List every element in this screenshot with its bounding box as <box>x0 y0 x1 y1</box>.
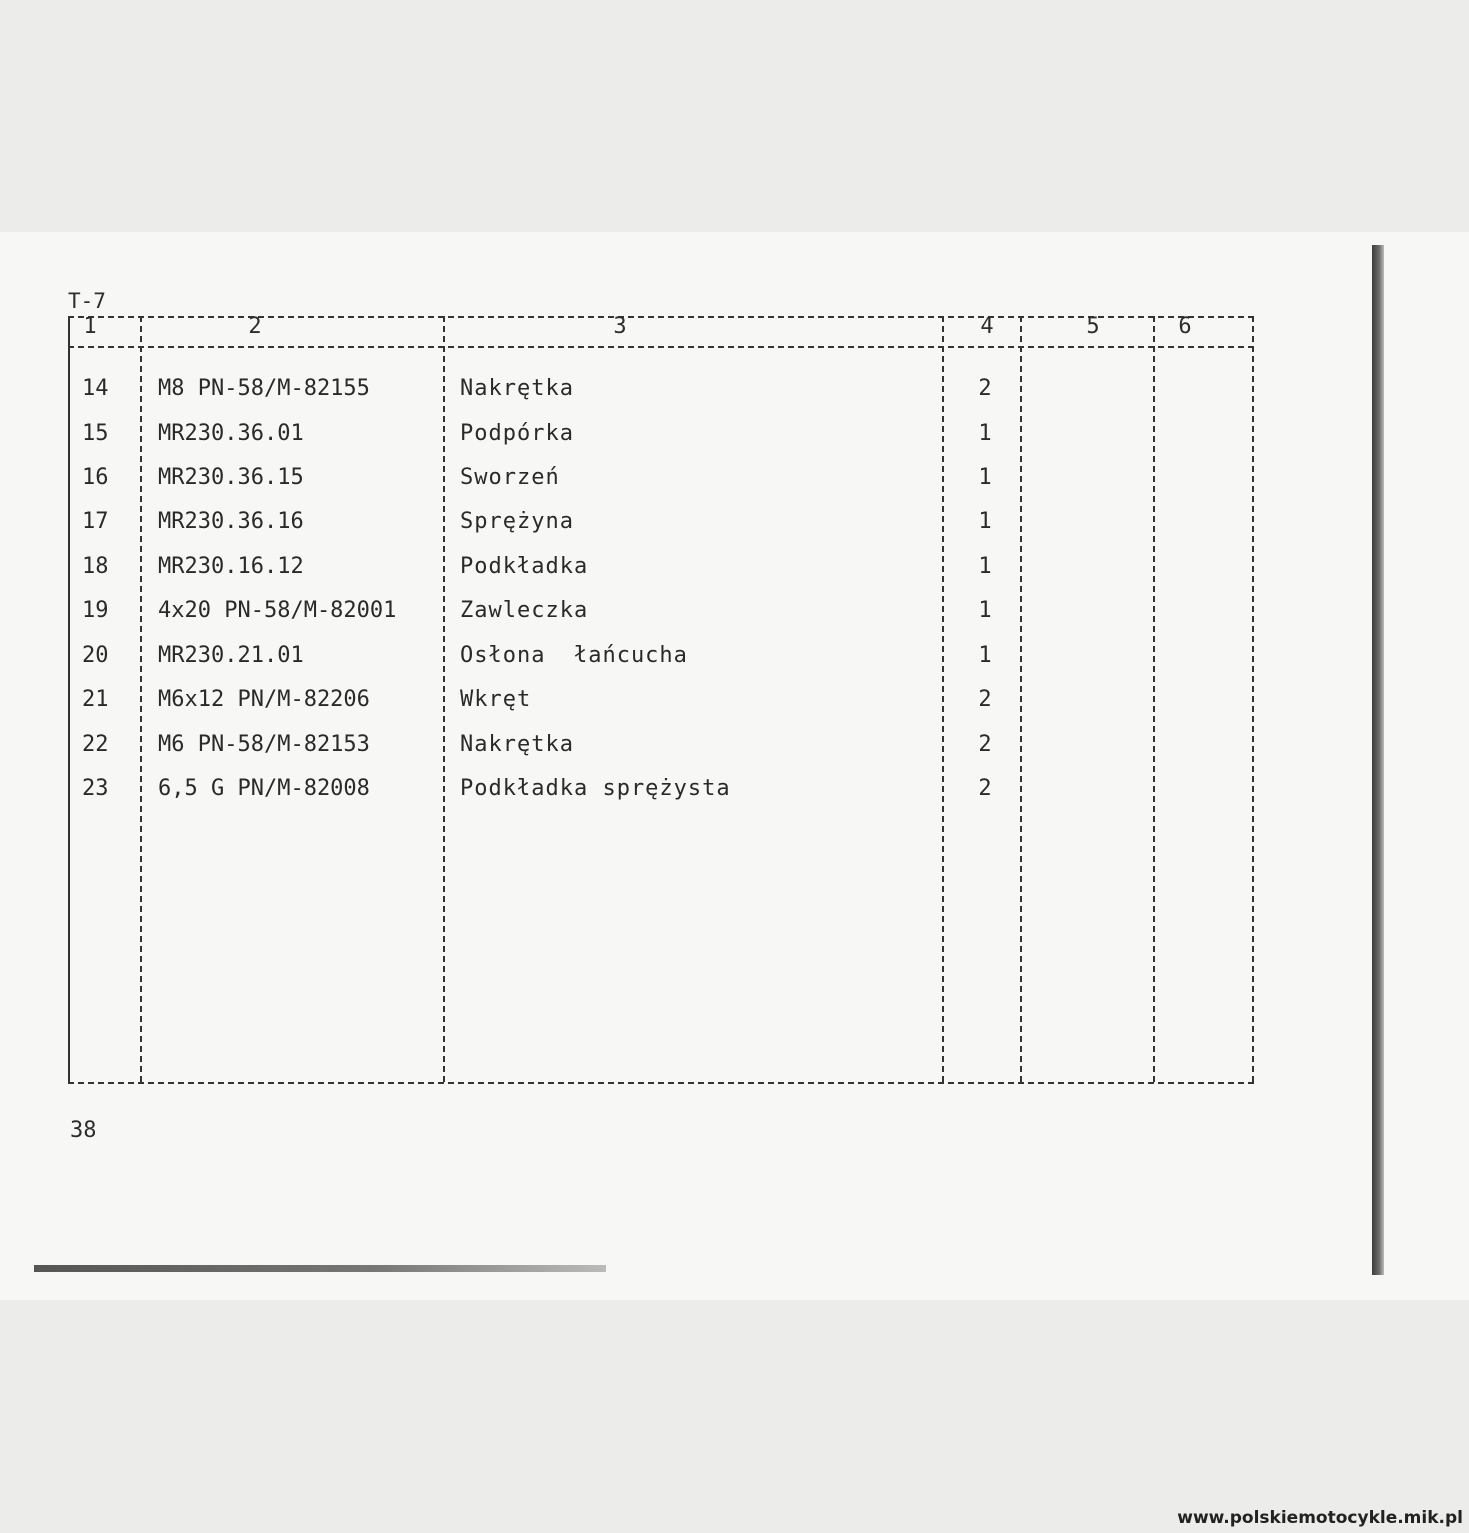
header-col-2: 2 <box>248 314 262 339</box>
part-quantity: 2 <box>978 732 992 757</box>
header-col-3: 3 <box>613 314 627 339</box>
part-code: MR230.16.12 <box>158 554 304 579</box>
part-name: Podkładka sprężysta <box>460 776 731 801</box>
part-code: MR230.36.16 <box>158 509 304 534</box>
row-number: 23 <box>82 776 109 801</box>
table-left-border <box>68 316 70 1082</box>
row-number: 21 <box>82 687 109 712</box>
part-quantity: 2 <box>978 776 992 801</box>
part-name: Nakrętka <box>460 376 574 401</box>
part-name: Wkręt <box>460 687 532 712</box>
col-divider-3 <box>942 316 944 1082</box>
part-code: MR230.36.01 <box>158 421 304 446</box>
row-number: 16 <box>82 465 109 490</box>
table-right-border <box>1252 316 1254 1082</box>
header-col-5: 5 <box>1086 314 1100 339</box>
part-name: Podkładka <box>460 554 589 579</box>
page-bottom-rule <box>34 1265 606 1272</box>
part-name: Sworzeń <box>460 465 560 490</box>
part-name: Zawleczka <box>460 598 589 623</box>
row-number: 14 <box>82 376 109 401</box>
part-code: MR230.36.15 <box>158 465 304 490</box>
part-name: Osłona łańcucha <box>460 643 688 668</box>
row-number: 19 <box>82 598 109 623</box>
col-divider-4 <box>1020 316 1022 1082</box>
scan-bottom-margin <box>0 1300 1469 1533</box>
page-number: 38 <box>70 1118 97 1143</box>
header-col-6: 6 <box>1178 314 1192 339</box>
col-divider-5 <box>1153 316 1155 1082</box>
page-binding-edge <box>1372 245 1384 1275</box>
row-number: 18 <box>82 554 109 579</box>
header-col-1: 1 <box>83 314 97 339</box>
part-code: 4x20 PN-58/M-82001 <box>158 598 397 623</box>
part-quantity: 1 <box>978 643 992 668</box>
col-divider-1 <box>140 316 142 1082</box>
row-number: 17 <box>82 509 109 534</box>
part-code: M6 PN-58/M-82153 <box>158 732 370 757</box>
part-code: MR230.21.01 <box>158 643 304 668</box>
part-code: M6x12 PN/M-82206 <box>158 687 370 712</box>
part-name: Podpórka <box>460 421 574 446</box>
part-code: M8 PN-58/M-82155 <box>158 376 370 401</box>
website-watermark: www.polskiemotocykle.mik.pl <box>1177 1508 1463 1528</box>
table-title: T-7 <box>68 289 106 313</box>
part-quantity: 2 <box>978 376 992 401</box>
header-col-4: 4 <box>980 314 994 339</box>
part-code: 6,5 G PN/M-82008 <box>158 776 370 801</box>
table-bottom-border <box>68 1082 1254 1084</box>
row-number: 22 <box>82 732 109 757</box>
part-quantity: 1 <box>978 598 992 623</box>
part-name: Nakrętka <box>460 732 574 757</box>
part-quantity: 1 <box>978 554 992 579</box>
part-quantity: 1 <box>978 421 992 446</box>
part-quantity: 1 <box>978 509 992 534</box>
part-name: Sprężyna <box>460 509 574 534</box>
part-quantity: 1 <box>978 465 992 490</box>
col-divider-2 <box>443 316 445 1082</box>
row-number: 20 <box>82 643 109 668</box>
row-number: 15 <box>82 421 109 446</box>
scan-top-margin <box>0 0 1469 232</box>
table-header-divider <box>68 346 1254 348</box>
part-quantity: 2 <box>978 687 992 712</box>
